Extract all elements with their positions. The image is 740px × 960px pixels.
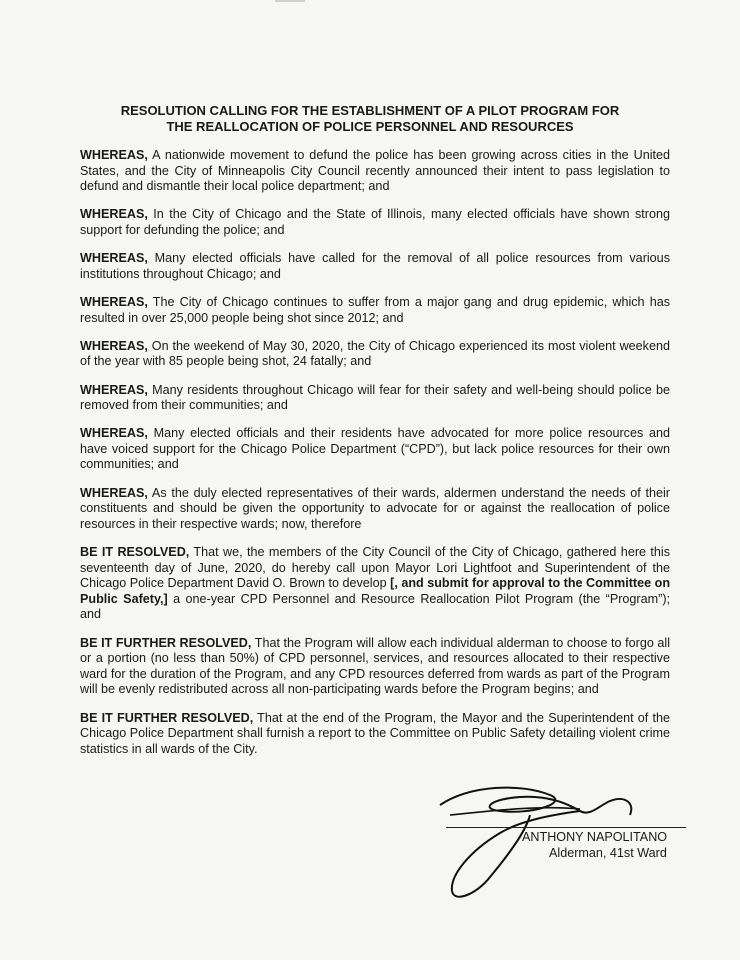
paragraph-text: As the duly elected representatives of their wards, aldermen understand the needs of their constituents and should be given the opportunity to advocate for or against the reallocation of police resources in their respective wards; now, therefore: [80, 485, 670, 531]
title-line-2: THE REALLOCATION OF POLICE PERSONNEL AND RESOURCES: [166, 119, 574, 134]
paragraph-text: Many elected officials and their residents have advocated for more police resources and have voiced support for the Chicago Police Department (“CPD”), but lack police resources for their own communities; and: [80, 426, 670, 472]
paragraph-lead: WHEREAS,: [80, 338, 148, 353]
paragraph-text: Many residents throughout Chicago will fear for their safety and well-being should police be removed from their communities; and: [80, 382, 670, 413]
paragraph-lead: BE IT FURTHER RESOLVED,: [80, 635, 252, 650]
paragraph-lead: WHEREAS,: [80, 485, 148, 500]
signature-block: [430, 775, 690, 905]
paragraph-text: Many elected officials have called for the removal of all police resources from various institutions throughout Chicago; and: [80, 251, 670, 281]
paragraph-lead: WHEREAS,: [80, 207, 148, 222]
paragraph-lead: WHEREAS,: [80, 148, 148, 162]
paragraph-text: a one-year CPD Personnel and Resource Reallocation Pilot Program (the “Program”); and: [80, 591, 671, 622]
paragraph-lead: WHEREAS,: [80, 426, 148, 441]
paragraph-lead: WHEREAS,: [80, 251, 148, 266]
paragraph-text: A nationwide movement to defund the police has been growing across cities in the United States, and the City of Minneapolis City Council recently announced their intent to pass legislation to defund and dismantle their local police department; and: [80, 148, 670, 194]
paragraph-lead: BE IT FURTHER RESOLVED,: [80, 710, 254, 725]
whereas-paragraph-3: [80, 251, 670, 282]
whereas-paragraph-4: [80, 295, 670, 326]
whereas-paragraph-6: [80, 383, 670, 414]
paragraph-text: In the City of Chicago and the State of Illinois, many elected officials have shown strong support for defunding the police; and: [80, 207, 670, 237]
signature-line: [446, 827, 686, 828]
paragraph-lead: WHEREAS,: [80, 382, 148, 397]
amendment-text: [, and submit for approval to the Committee on Public Safety,]: [80, 576, 671, 606]
further-resolved-paragraph-2: [80, 711, 670, 758]
signatory-name: ANTHONY NAPOLITANO: [522, 830, 668, 844]
paragraph-text: The City of Chicago continues to suffer from a major gang and drug epidemic, which has resulted in over 25,000 people being shot since 2012; and: [80, 294, 670, 325]
further-resolved-paragraph-1: [80, 636, 670, 698]
paragraph-lead: WHEREAS,: [80, 294, 148, 309]
paragraph-text: That we, the members of the City Council of the City of Chicago, gathered here this seventeenth day of June, 2020, do hereby call upon Mayor Lori Lightfoot and Superintendent of the Chicago Police Department David O. Brown to develop: [80, 545, 670, 591]
whereas-paragraph-8: [80, 486, 670, 533]
paragraph-text: That at the end of the Program, the Mayor and the Superintendent of the Chicago Police Department shall furnish a report to the Committee on Public Safety detailing violent crime statistics in all wards of the City.: [80, 710, 670, 756]
resolution-body: [80, 148, 670, 770]
whereas-paragraph-1: [80, 148, 670, 195]
resolution-title: [80, 103, 660, 135]
scan-artifact: [275, 0, 305, 2]
whereas-paragraph-5: [80, 339, 670, 370]
paragraph-text: That the Program will allow each individual alderman to choose to forgo all or a portion (no less than 50%) of CPD personnel, services, and resources allocated to their respective ward for the duration of the Program, and any CPD resources deferred from wards as part of the Program will be evenly redistributed across all non-participating wards before the Program begins; and: [80, 635, 670, 697]
resolved-paragraph: [80, 545, 670, 623]
paragraph-lead: BE IT RESOLVED,: [80, 545, 190, 560]
signatory-title: Alderman, 41st Ward: [549, 846, 667, 860]
whereas-paragraph-7: [80, 426, 670, 473]
whereas-paragraph-2: [80, 207, 670, 238]
paragraph-text: On the weekend of May 30, 2020, the City of Chicago experienced its most violent weekend of the year with 85 people being shot, 24 fatally; and: [80, 338, 670, 369]
title-line-1: RESOLUTION CALLING FOR THE ESTABLISHMENT OF A PILOT PROGRAM FOR: [120, 103, 620, 118]
